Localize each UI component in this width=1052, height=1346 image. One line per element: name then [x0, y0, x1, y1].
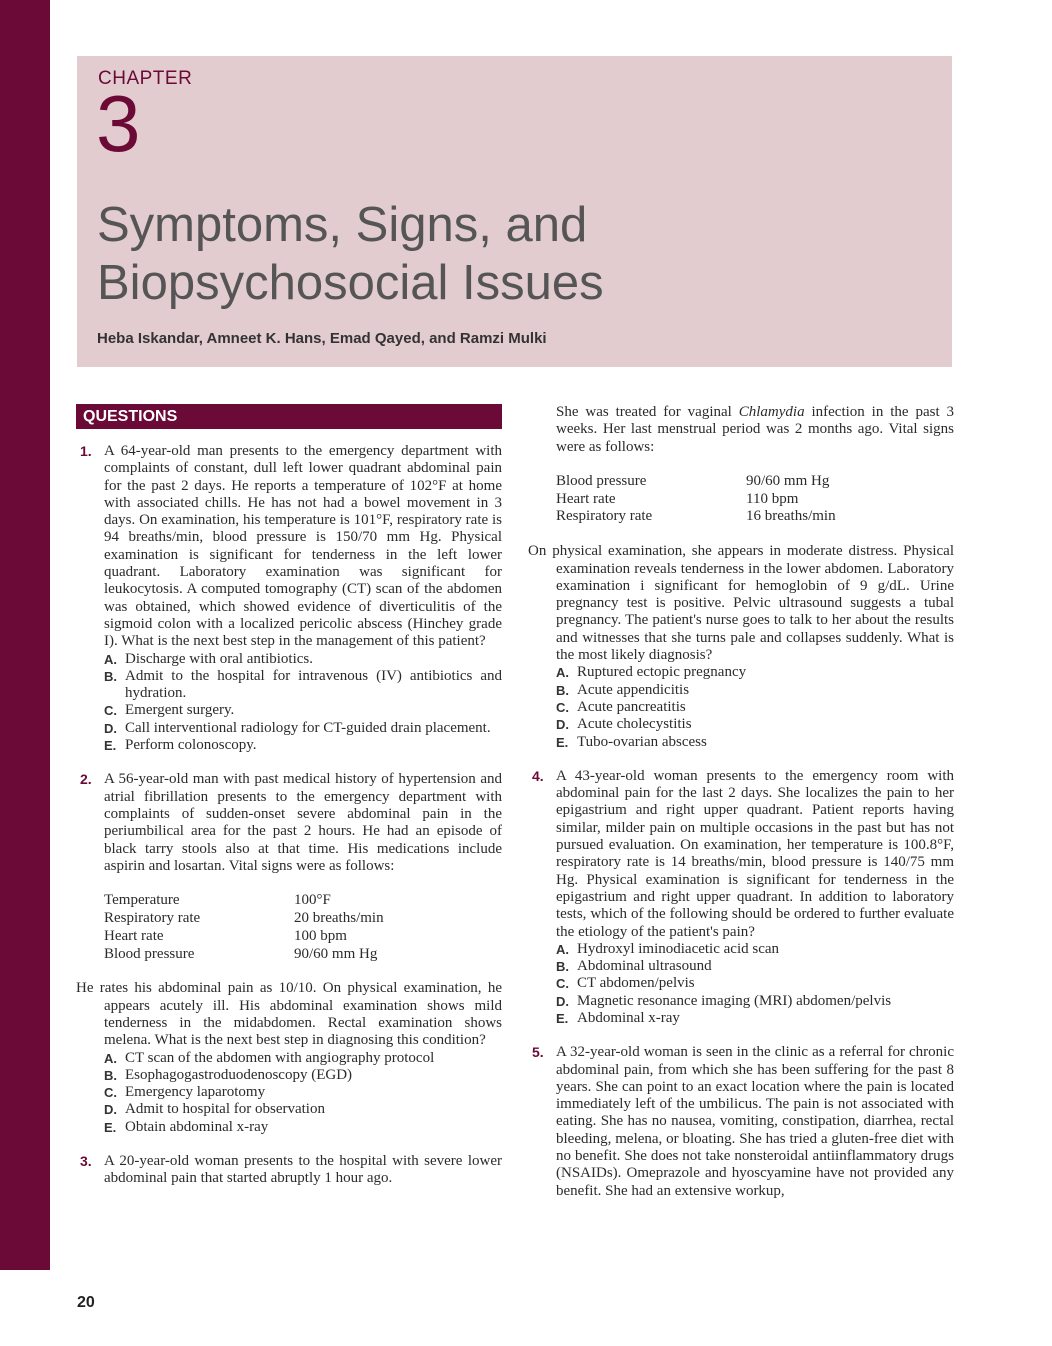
vital-label: Temperature [104, 892, 180, 909]
option-text: Hydroxyl iminodiacetic acid scan [577, 940, 780, 957]
option-text: Abdominal ultrasound [577, 958, 712, 975]
chapter-header [77, 56, 952, 367]
question-number: 1. [80, 443, 92, 459]
vital-row [556, 508, 876, 526]
vital-value: 16 breaths/min [746, 508, 836, 525]
answer-options [528, 941, 954, 1027]
answer-option [104, 1119, 502, 1136]
option-letter: A. [556, 941, 569, 957]
option-letter: C. [556, 976, 569, 992]
vital-label: Respiratory rate [104, 909, 201, 926]
option-letter: E. [104, 1119, 117, 1135]
answer-option [556, 1010, 954, 1027]
option-text: Ruptured ectopic pregnancy [577, 664, 747, 681]
answer-option [104, 1101, 502, 1118]
question-continuation: He rates his abdominal pain as 10/10. On physical examination, he appears acutely ill. His abdominal examination shows mild tenderness in the midabdomen. Rectal examination shows melena. What is the next best step in diagnosing this condition? [76, 980, 502, 1049]
vital-value: 100°F [294, 892, 331, 909]
option-letter: A. [556, 665, 569, 681]
answer-options [76, 1050, 502, 1136]
vital-value: 20 breaths/min [294, 909, 384, 926]
answer-option [104, 702, 502, 719]
vital-row [104, 910, 424, 928]
question-4 [528, 768, 954, 941]
option-letter: D. [556, 993, 569, 1009]
option-text: Acute pancreatitis [577, 698, 686, 715]
option-letter: B. [556, 959, 569, 975]
option-letter: D. [556, 717, 569, 733]
option-letter: B. [556, 682, 569, 698]
option-text: CT abdomen/pelvis [577, 975, 695, 992]
chapter-label: CHAPTER [98, 68, 193, 89]
option-text: Obtain abdominal x-ray [125, 1118, 269, 1135]
vital-label: Blood pressure [556, 472, 647, 489]
question-stem: A 64-year-old man presents to the emergency department with complaints of constant, dull left lower quadrant abdominal pain for the past 2 days. He reports a temperature of 102°F at home with associated chills. He has not had a bowel movement in 3 days. On examination, his temperature is 101°F, respiratory rate is 94 breaths/min, blood pressure is 150/70 mm Hg. Physical examination is significant for tenderness in the left lower quadrant. Laboratory examination was significant for leukocytosis. A computed tomography (CT) scan of the abdomen was obtained, which showed evidence of diverticulitis of the sigmoid colon with a localized pericolic abscess (Hinchey grade I). What is the next best step in the management of this patient? [104, 443, 502, 650]
option-letter: B. [104, 1067, 117, 1083]
option-text: Emergent surgery. [125, 702, 235, 719]
vital-value: 90/60 mm Hg [746, 472, 830, 489]
answer-options [76, 651, 502, 755]
question-1 [76, 443, 502, 651]
vital-row [556, 491, 876, 509]
option-text: CT scan of the abdomen with angiography protocol [125, 1049, 435, 1066]
answer-options [528, 664, 954, 750]
vital-row [556, 473, 876, 491]
option-letter: E. [556, 1011, 569, 1026]
question-number: 2. [80, 771, 92, 788]
option-letter: E. [104, 738, 117, 754]
question-stem: A 20-year-old woman presents to the hospital with severe lower abdominal pain that started abruptly 1 hour ago. [104, 1152, 502, 1187]
option-letter: B. [104, 668, 117, 684]
chapter-title: Symptoms, Signs, and Biopsychosocial Issues [97, 198, 604, 310]
option-text: Tubo-ovarian abscess [577, 733, 707, 750]
vital-row [104, 892, 424, 910]
question-stem: A 32-year-old woman is seen in the clinic as a referral for chronic abdominal pain, from which she has been suffering for the past 8 years. She can point to an exact location where the pain is located immediately left of the umbilicus. The pain is not associated with eating. She has no nausea, vomiting, constipation, diarrhea, rectal bleeding, melena, or bloating. She has tried a gluten-free diet with no benefit. She does not take nonsteroidal antiinflammatory drugs (NSAIDs). Omeprazole and hyoscyamine have not provided any benefit. She had an extensive workup, [556, 1044, 954, 1199]
vital-value: 100 bpm [294, 927, 347, 944]
option-text: Call interventional radiology for CT-guided drain placement. [125, 719, 491, 736]
vital-label: Heart rate [556, 490, 616, 507]
question-number: 3. [80, 1152, 92, 1169]
answer-option [556, 975, 954, 992]
answer-option [556, 993, 954, 1010]
answer-option [104, 651, 502, 668]
question-number: 5. [532, 1044, 544, 1061]
option-letter: C. [104, 1085, 117, 1101]
option-text: Abdominal x-ray [577, 1010, 680, 1026]
option-letter: A. [104, 651, 117, 667]
option-text: Discharge with oral antibiotics. [125, 650, 314, 667]
answer-option [556, 682, 954, 699]
answer-option [104, 1084, 502, 1101]
question-2 [76, 771, 502, 875]
option-letter: D. [104, 720, 117, 736]
page-number: 20 [77, 1294, 95, 1311]
option-text: Emergency laparotomy [125, 1084, 266, 1101]
stem-text: infection in the past 3 weeks. Her last menstrual period was 2 months ago. Vital signs were as follows: [556, 404, 954, 455]
option-letter: C. [556, 699, 569, 715]
right-column [528, 404, 954, 1200]
option-text: Esophagogastroduodenoscopy (EGD) [125, 1066, 353, 1083]
answer-option [556, 734, 954, 751]
side-accent-bar [0, 0, 50, 1270]
answer-option [556, 664, 954, 681]
option-letter: C. [104, 703, 117, 719]
stem-italic-text: Chlamydia [738, 404, 805, 420]
answer-option [104, 1067, 502, 1084]
option-text: Perform colonoscopy. [125, 737, 257, 754]
question-continuation: On physical examination, she appears in moderate distress. Physical examination reveals tenderness in the lower abdomen. Laboratory examination i significant for hemoglobin of 9 g/dL. Urine pregnancy test is positive. Pelvic ultrasound suggests a tubal pregnancy. The patient's nurse goes to talk to her about the results and witnesses that she turns pale and collapses suddenly. What is the most likely diagnosis? [528, 543, 954, 664]
option-text: Acute appendicitis [577, 681, 690, 698]
left-column [76, 404, 502, 1188]
option-text: Magnetic resonance imaging (MRI) abdomen/pelvis [577, 992, 892, 1009]
vital-signs-table [104, 892, 424, 963]
question-stem: A 56-year-old man with past medical history of hypertension and atrial fibrillation presents to the emergency department with complaints of sudden-onset severe abdominal pain in the periumbilical area for the past 2 hours. He had an episode of black tarry stools also at that time. His medications include aspirin and losartan. Vital signs were as follows: [104, 771, 502, 874]
vital-label: Heart rate [104, 927, 164, 944]
question-3 [76, 1153, 502, 1188]
question-number: 4. [532, 767, 544, 784]
option-text: Acute cholecystitis [577, 716, 692, 733]
stem-text: She was treated for vaginal [556, 404, 739, 420]
answer-option [104, 720, 502, 737]
vital-label: Respiratory rate [556, 508, 653, 525]
answer-option [104, 668, 502, 703]
chapter-number: 3 [96, 79, 141, 168]
vital-row [104, 928, 424, 946]
vital-value: 110 bpm [746, 490, 799, 507]
vital-row [104, 946, 424, 964]
question-3-stem-continued [528, 404, 954, 456]
option-text: Admit to hospital for observation [125, 1101, 325, 1118]
answer-option [556, 699, 954, 716]
option-letter: D. [104, 1102, 117, 1118]
option-letter: A. [104, 1050, 117, 1066]
answer-option [556, 716, 954, 733]
answer-option [556, 958, 954, 975]
vital-signs-table [556, 473, 876, 526]
question-5 [528, 1044, 954, 1200]
chapter-authors: Heba Iskandar, Amneet K. Hans, Emad Qayed, and Ramzi Mulki [97, 330, 547, 347]
answer-option [104, 737, 502, 754]
option-letter: E. [556, 734, 569, 750]
vital-label: Blood pressure [104, 945, 195, 962]
vital-value: 90/60 mm Hg [294, 945, 378, 962]
answer-option [556, 941, 954, 958]
option-text: Admit to the hospital for intravenous (IV) antibiotics and hydration. [125, 667, 502, 702]
question-stem: A 43-year-old woman presents to the emergency room with abdominal pain for the last 2 days. She localizes the pain to her epigastrium and right upper quadrant. Patient reports having similar, milder pain on multiple occasions in the past but has not pursued evaluation. On examination, her temperature is 100.8°F, respiratory rate is 14 breaths/min, blood pressure is 140/75 mm Hg. Physical examination is significant for tenderness in the epigastrium and right upper quadrant. In addition to laboratory tests, which of the following should be ordered to further evaluate the etiology of the patient's pain? [556, 767, 954, 940]
questions-header: QUESTIONS [76, 404, 502, 429]
answer-option [104, 1050, 502, 1067]
